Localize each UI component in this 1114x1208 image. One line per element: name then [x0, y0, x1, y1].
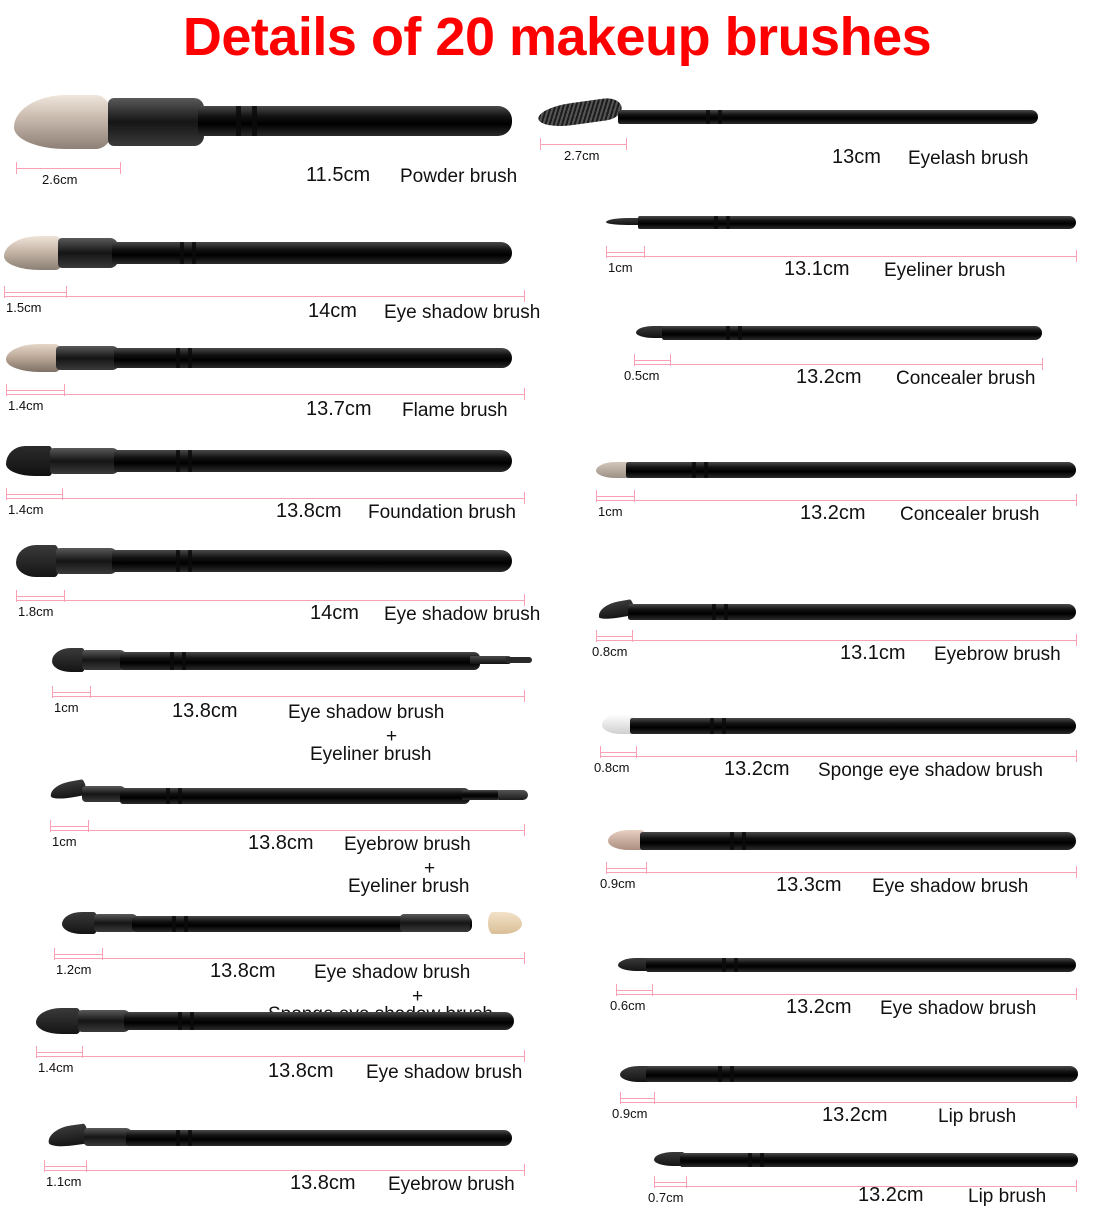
length-label: 13.8cm [172, 700, 238, 722]
brush-name: Eyebrow brush [388, 1174, 515, 1195]
measure-line-width [50, 826, 88, 827]
measure-line-width [600, 752, 636, 753]
brush-item-eyeshadow-132 [568, 934, 1114, 1038]
width-label: 0.6cm [610, 998, 646, 1013]
width-label: 1.4cm [38, 1060, 74, 1075]
width-label: 0.9cm [600, 876, 636, 891]
measure-tick [1042, 358, 1043, 370]
measure-tick [1076, 494, 1077, 506]
measure-tick [524, 1164, 525, 1176]
measure-line-width [6, 494, 62, 495]
measure-line-length [616, 994, 1076, 995]
brush-item-concealer-1 [568, 440, 1114, 544]
width-label: 2.7cm [564, 148, 600, 163]
brush-name: Concealer brush [896, 368, 1036, 389]
measure-tick [1076, 988, 1077, 1000]
brush-name: Foundation brush [368, 502, 516, 523]
measure-tick [1076, 750, 1077, 762]
measure-line-width [52, 692, 90, 693]
length-label: 13.8cm [210, 960, 276, 982]
width-label: 0.8cm [592, 644, 628, 659]
brush-name-secondary: Eyeliner brush [310, 744, 432, 765]
measure-line-length [54, 958, 524, 959]
brush-name: Eye shadow brush [880, 998, 1037, 1019]
measure-line-length [6, 394, 524, 395]
measure-line-width [540, 144, 626, 145]
measure-line-length [606, 256, 1076, 257]
measure-line-width [634, 360, 670, 361]
measure-tick [524, 492, 525, 504]
measure-line-width [36, 1052, 82, 1053]
brush-item-powder [0, 80, 560, 208]
length-label: 13.8cm [276, 500, 342, 522]
measure-line-length [16, 600, 524, 601]
width-label: 0.9cm [612, 1106, 648, 1121]
brush-name: Lip brush [968, 1186, 1047, 1207]
brush-name: Eyebrow brush [934, 644, 1061, 665]
measure-line-length [596, 500, 1076, 501]
width-label: 0.8cm [594, 760, 630, 775]
measure-tick [524, 824, 525, 836]
length-label: 13.3cm [776, 874, 842, 896]
brush-item-eyeshadow-eyeliner [0, 626, 560, 776]
plus-sign: + [424, 858, 436, 879]
brush-name: Eye shadow brush [384, 302, 541, 323]
width-label: 1cm [608, 260, 633, 275]
brush-item-eyeliner [568, 190, 1114, 294]
measure-line-width [596, 496, 634, 497]
measure-tick [626, 138, 627, 150]
brush-name: Eye shadow brush [314, 962, 471, 983]
measure-line-width [606, 868, 646, 869]
measure-line-length [6, 498, 524, 499]
length-label: 13cm [832, 146, 881, 168]
width-label: 1.4cm [8, 502, 44, 517]
measure-line-length [4, 296, 524, 297]
brush-item-eye-shadow-14b [0, 520, 560, 638]
length-label: 13.2cm [796, 366, 862, 388]
width-label: 0.5cm [624, 368, 660, 383]
measure-line-width [606, 252, 644, 253]
measure-tick [524, 290, 525, 302]
length-label: 13.2cm [786, 996, 852, 1018]
length-label: 13.8cm [248, 832, 314, 854]
width-label: 1.1cm [46, 1174, 82, 1189]
measure-tick [524, 952, 525, 964]
brush-name: Eyebrow brush [344, 834, 471, 855]
measure-tick [1076, 1180, 1077, 1192]
width-label: 1.5cm [6, 300, 42, 315]
brush-item-lip-07 [568, 1140, 1114, 1207]
brush-item-eyeshadow-138 [0, 990, 560, 1100]
measure-line-width [654, 1182, 686, 1183]
measure-line-width [620, 1098, 654, 1099]
width-label: 2.6cm [42, 172, 78, 187]
length-label: 13.8cm [290, 1172, 356, 1194]
measure-line-length [52, 696, 524, 697]
brush-name: Sponge eye shadow brush [818, 760, 1043, 781]
brush-item-eyeshadow-133 [568, 810, 1114, 914]
length-label: 13.2cm [800, 502, 866, 524]
measure-tick [540, 138, 541, 150]
brush-item-flame [0, 318, 560, 436]
measure-line-length [36, 1056, 524, 1057]
brush-name: Eye shadow brush [288, 702, 445, 723]
page-title: Details of 20 makeup brushes [182, 7, 932, 67]
measure-tick [524, 690, 525, 702]
width-label: 0.7cm [648, 1190, 684, 1205]
brush-item-lip-09 [568, 1044, 1114, 1140]
brush-item-eyelash [530, 84, 1114, 184]
length-label: 13.2cm [724, 758, 790, 780]
length-label: 11.5cm [306, 164, 371, 186]
brush-name: Eyelash brush [908, 148, 1029, 169]
measure-line-length [596, 640, 1076, 641]
brush-item-eyebrow-138 [0, 1104, 560, 1200]
width-label: 1.2cm [56, 962, 92, 977]
measure-tick [120, 162, 121, 174]
width-label: 1cm [54, 700, 79, 715]
measure-line-length [620, 1102, 1076, 1103]
measure-line-width [596, 636, 632, 637]
brush-name: Lip brush [938, 1106, 1017, 1127]
length-label: 14cm [308, 300, 357, 322]
measure-tick [1076, 1096, 1077, 1108]
measure-tick [1076, 866, 1077, 878]
measure-line-width [16, 168, 120, 169]
length-label: 13.1cm [840, 642, 906, 664]
length-label: 14cm [310, 602, 359, 624]
plus-sign: + [412, 986, 424, 1007]
measure-line-width [6, 390, 64, 391]
brush-name: Flame brush [402, 400, 508, 421]
brush-name: Eye shadow brush [872, 876, 1029, 897]
width-label: 1cm [52, 834, 77, 849]
measure-line-length [44, 1170, 524, 1171]
measure-line-length [50, 830, 524, 831]
measure-tick [1076, 250, 1077, 262]
length-label: 13.7cm [306, 398, 372, 420]
brush-name: Concealer brush [900, 504, 1040, 525]
brush-name: Eye shadow brush [366, 1062, 523, 1083]
measure-tick [16, 162, 17, 174]
length-label: 13.8cm [268, 1060, 334, 1082]
brush-name-secondary: Eyeliner brush [348, 876, 470, 897]
measure-line-length [600, 756, 1076, 757]
width-label: 1.8cm [18, 604, 54, 619]
measure-line-width [4, 292, 66, 293]
measure-line-width [16, 596, 64, 597]
width-label: 1.4cm [8, 398, 44, 413]
measure-line-width [54, 954, 102, 955]
brush-item-concealer-05 [584, 302, 1114, 406]
width-label: 1cm [598, 504, 623, 519]
measure-tick [1076, 634, 1077, 646]
length-label: 13.2cm [822, 1104, 888, 1126]
brush-name: Eyeliner brush [884, 260, 1006, 281]
brush-name: Powder brush [400, 166, 518, 187]
brush-name: Eye shadow brush [384, 604, 541, 625]
length-label: 13.2cm [858, 1184, 924, 1206]
measure-line-width [44, 1166, 86, 1167]
brush-item-eyebrow-131 [568, 578, 1114, 682]
plus-sign: + [386, 726, 398, 747]
measure-line-width [616, 990, 652, 991]
measure-line-length [606, 872, 1076, 873]
measure-tick [524, 388, 525, 400]
measure-line-length [634, 364, 1042, 365]
length-label: 13.1cm [784, 258, 850, 280]
brush-item-sponge-eyeshadow [568, 694, 1114, 798]
measure-tick [524, 1050, 525, 1062]
